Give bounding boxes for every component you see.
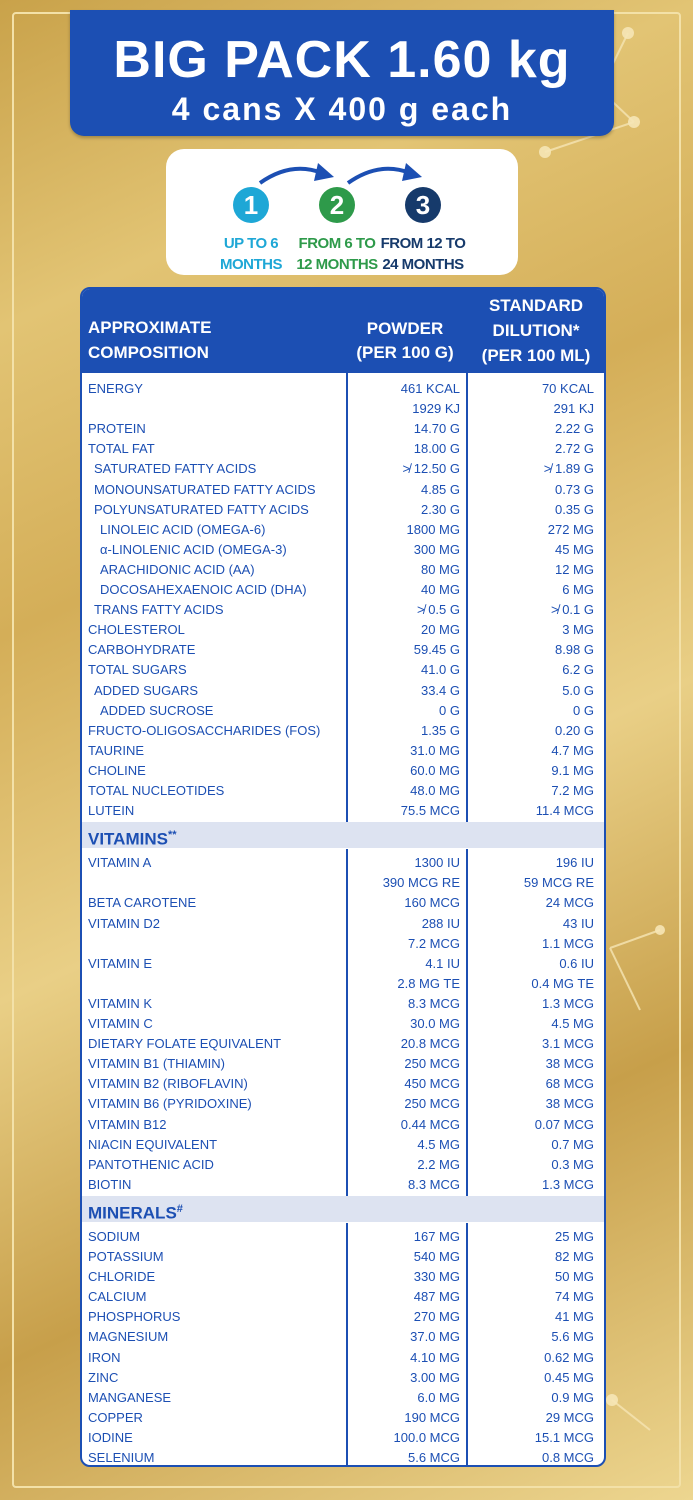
table-row (82, 1327, 604, 1347)
nutrient-name: TOTAL NUCLEOTIDES (88, 783, 225, 798)
table-row (82, 540, 604, 560)
header-composition: APPROXIMATE COMPOSITION (88, 318, 212, 362)
dilution-value: 3 MG (562, 622, 594, 638)
nutrient-name: SODIUM (88, 1228, 140, 1244)
nutrient-name: VITAMIN B12 (88, 1116, 167, 1132)
dilution-value: 12 MG (554, 561, 594, 577)
table-row (82, 1074, 604, 1094)
dilution-value: 45 MG (554, 541, 594, 557)
header-powder: POWDER (PER 100 G) (356, 319, 454, 362)
dilution-value: 38 MCG (545, 1056, 594, 1072)
powder-value: 487 MG (413, 1289, 460, 1305)
table-row (82, 873, 604, 893)
table-row (82, 1388, 604, 1408)
powder-value: 14.70 G (413, 421, 460, 437)
table-row (82, 1247, 604, 1267)
table-row (82, 660, 604, 680)
dilution-value: 291 KJ (553, 401, 594, 417)
table-header (82, 289, 606, 373)
table-row (82, 914, 604, 934)
powder-value: 40 MG (420, 582, 460, 597)
column-divider (346, 849, 348, 1196)
powder-value: 31.0 MG (410, 742, 460, 758)
dilution-value: 15.1 MCG (534, 1429, 594, 1445)
powder-value: 300 MG (413, 541, 460, 557)
powder-value: 5.6 MCG (407, 1450, 460, 1465)
dilution-value: 5.6 MG (551, 1329, 594, 1345)
powder-value: 1800 MG (406, 521, 460, 537)
nutrient-name: BETA CAROTENE (88, 895, 197, 911)
dilution-value: 0.62 MG (544, 1349, 594, 1365)
nutrient-name: PANTOTHENIC ACID (88, 1156, 214, 1172)
dilution-value: 0.20 G (554, 722, 594, 738)
arrow-right-icon (344, 159, 424, 189)
powder-value: 4.1 IU (425, 955, 460, 971)
table-row (82, 1307, 604, 1327)
dilution-value: 0.7 MG (551, 1136, 594, 1152)
dilution-value: 2.72 G (554, 441, 594, 457)
table-row (82, 1094, 604, 1114)
dilution-value: 29 MCG (545, 1409, 594, 1425)
table-row (82, 500, 604, 520)
column-divider (346, 373, 348, 822)
nutrient-name: LINOLEIC ACID (OMEGA-6) (100, 521, 266, 537)
nutrient-name: VITAMIN A (88, 855, 152, 871)
dilution-value: 0.07 MCG (534, 1116, 594, 1132)
dilution-value: 1.3 MCG (541, 995, 594, 1011)
stage-label: FROM 6 TO (298, 235, 376, 252)
table-row (82, 439, 604, 459)
column-divider (466, 373, 468, 822)
nutrient-name: VITAMIN B1 (THIAMIN) (88, 1056, 225, 1072)
table-row (82, 1408, 604, 1428)
table-row (82, 600, 604, 620)
nutrient-name: VITAMIN C (88, 1016, 153, 1031)
table-row (82, 741, 604, 761)
nutrient-name: IRON (88, 1349, 121, 1365)
table-row (82, 379, 604, 399)
powder-value: 60.0 MG (410, 762, 460, 778)
table-row (82, 701, 604, 721)
dilution-value: 6 MG (562, 582, 594, 597)
dilution-value: 0.45 MG (544, 1369, 594, 1385)
dilution-value: 7.2 MG (551, 783, 594, 798)
dilution-value: 1.3 MCG (541, 1176, 594, 1192)
stage-label: MONTHS (220, 256, 282, 273)
dilution-value: 59 MCG RE (523, 875, 594, 891)
dilution-value: 0 G (573, 702, 594, 718)
table-row (82, 1368, 604, 1388)
dilution-value: 50 MG (554, 1269, 594, 1285)
arrow-right-icon (256, 159, 336, 189)
dilution-value: 38 MCG (545, 1096, 594, 1112)
table-row (82, 853, 604, 873)
dilution-value: 1.1 MCG (541, 935, 594, 951)
powder-value: 20.8 MCG (400, 1036, 460, 1052)
powder-value: 33.4 G (420, 682, 460, 698)
column-divider (346, 1223, 348, 1465)
table-row (82, 1115, 604, 1135)
dilution-value: 43 IU (562, 915, 594, 931)
stage-label: UP TO 6 (223, 235, 279, 252)
nutrient-name: VITAMIN B2 (RIBOFLAVIN) (88, 1076, 248, 1092)
nutrient-name: SELENIUM (88, 1450, 155, 1465)
nutrient-name: LUTEIN (88, 803, 135, 819)
dilution-value: ≯ 0.1 G (551, 602, 594, 618)
nutrient-name: VITAMIN E (88, 955, 153, 971)
nutrient-name: NIACIN EQUIVALENT (88, 1136, 218, 1152)
powder-value: 30.0 MG (410, 1016, 460, 1031)
dilution-value: 0.4 MG TE (531, 975, 594, 991)
nutrient-name: PHOSPHORUS (88, 1309, 181, 1325)
powder-value: 4.10 MG (410, 1349, 460, 1365)
powder-value: 0 G (439, 702, 460, 718)
powder-value: 461 KCAL (400, 381, 460, 396)
stage-label: 24 MONTHS (382, 256, 464, 273)
dilution-value: 8.98 G (554, 642, 594, 658)
dilution-value: 272 MG (547, 521, 594, 537)
pack-size-banner (70, 10, 614, 136)
stage-number-badge: 2 (319, 187, 355, 223)
nutrient-name: TRANS FATTY ACIDS (94, 602, 224, 618)
table-row (82, 721, 604, 741)
nutrient-name: VITAMIN K (88, 995, 153, 1011)
header-dilution: STANDARD DILUTION* (PER 100 ML) (481, 296, 591, 365)
powder-value: 450 MCG (404, 1076, 460, 1092)
nutrient-name: ENERGY (88, 381, 143, 396)
nutrient-name: ARACHIDONIC ACID (AA) (100, 561, 255, 577)
table-row (82, 520, 604, 540)
table-row (82, 893, 604, 913)
powder-value: 59.45 G (413, 642, 460, 658)
nutrient-name: TOTAL SUGARS (88, 662, 187, 678)
dilution-value: 0.35 G (554, 501, 594, 517)
stage-label: FROM 12 TO (380, 235, 466, 252)
nutrient-name: IODINE (88, 1429, 133, 1445)
powder-value: 20 MG (420, 622, 460, 638)
powder-value: 8.3 MCG (407, 1176, 460, 1192)
nutrient-name: ADDED SUCROSE (100, 702, 214, 718)
table-row (82, 1135, 604, 1155)
table-row (82, 801, 604, 821)
powder-value: ≯ 12.50 G (402, 461, 460, 477)
column-divider (466, 849, 468, 1196)
table-row (82, 459, 604, 479)
powder-value: 3.00 MG (410, 1369, 460, 1385)
dilution-value: 82 MG (554, 1249, 594, 1264)
nutrient-name: DOCOSAHEXAENOIC ACID (DHA) (100, 582, 307, 597)
table-row (82, 419, 604, 439)
banner-subtitle: 4 cans X 400 g each (171, 91, 513, 127)
nutrient-name: COPPER (88, 1409, 143, 1425)
dilution-value: 0.8 MCG (541, 1450, 594, 1465)
table-row (82, 681, 604, 701)
powder-value: 330 MG (413, 1269, 460, 1285)
dilution-value: 25 MG (554, 1228, 594, 1244)
dilution-value: 24 MCG (545, 895, 594, 911)
nutrient-name: CALCIUM (88, 1289, 147, 1305)
table-row (82, 560, 604, 580)
powder-value: 0.44 MCG (400, 1116, 460, 1132)
powder-value: 1300 IU (414, 855, 460, 871)
dilution-value: 196 IU (555, 855, 594, 871)
section-header: VITAMINS** (82, 822, 604, 848)
powder-value: 190 MCG (404, 1409, 460, 1425)
table-row (82, 934, 604, 954)
nutrient-name: MONOUNSATURATED FATTY ACIDS (94, 481, 316, 497)
nutrient-name: PROTEIN (88, 421, 146, 437)
powder-value: 250 MCG (404, 1056, 460, 1072)
powder-value: 18.00 G (413, 441, 460, 457)
powder-value: 75.5 MCG (400, 803, 460, 819)
table-row (82, 761, 604, 781)
table-row (82, 994, 604, 1014)
powder-value: 167 MG (413, 1228, 460, 1244)
powder-value: 288 IU (421, 915, 460, 931)
powder-value: 6.0 MG (417, 1389, 460, 1405)
table-row (82, 1155, 604, 1175)
nutrient-name: CHOLINE (88, 762, 146, 778)
powder-value: 41.0 G (420, 662, 460, 678)
dilution-value: 2.22 G (554, 421, 594, 437)
powder-value: 100.0 MCG (393, 1429, 460, 1445)
nutrient-name: ZINC (88, 1369, 119, 1385)
nutrient-name: CHOLESTEROL (88, 622, 185, 638)
nutrient-name: POTASSIUM (88, 1249, 164, 1264)
nutrient-name: VITAMIN D2 (88, 915, 160, 931)
nutrient-name: CARBOHYDRATE (88, 642, 196, 658)
nutrient-name: TAURINE (88, 742, 145, 758)
nutrient-name: VITAMIN B6 (PYRIDOXINE) (88, 1096, 252, 1112)
table-row (82, 1034, 604, 1054)
powder-value: ≯ 0.5 G (417, 602, 460, 618)
powder-value: 250 MCG (404, 1096, 460, 1112)
stage-number-badge: 3 (405, 187, 441, 223)
table-row (82, 1267, 604, 1287)
table-row (82, 1054, 604, 1074)
powder-value: 1.35 G (420, 722, 460, 738)
table-row (82, 1227, 604, 1247)
nutrient-name: POLYUNSATURATED FATTY ACIDS (94, 501, 309, 517)
table-row (82, 1287, 604, 1307)
dilution-value: 0.6 IU (559, 955, 594, 971)
powder-value: 2.8 MG TE (397, 975, 460, 991)
table-row (82, 620, 604, 640)
nutrient-name: α-LINOLENIC ACID (OMEGA-3) (100, 541, 287, 557)
stage-label: 12 MONTHS (296, 256, 378, 273)
powder-value: 4.5 MG (417, 1136, 460, 1152)
stage-3 (368, 187, 478, 275)
powder-value: 2.2 MG (417, 1156, 460, 1172)
powder-value: 2.30 G (420, 501, 460, 517)
powder-value: 48.0 MG (410, 783, 460, 798)
table-row (82, 399, 604, 419)
column-divider (466, 1223, 468, 1465)
stage-number-badge: 1 (233, 187, 269, 223)
dilution-value: 74 MG (554, 1289, 594, 1305)
table-row (82, 781, 604, 801)
table-row (82, 974, 604, 994)
nutrient-name: FRUCTO-OLIGOSACCHARIDES (FOS) (88, 722, 321, 738)
nutrient-name: SATURATED FATTY ACIDS (94, 461, 257, 477)
powder-value: 1929 KJ (412, 401, 460, 417)
table-row (82, 1428, 604, 1448)
age-stages-panel (166, 149, 518, 275)
dilution-value: 5.0 G (562, 682, 594, 698)
dilution-value: 6.2 G (562, 662, 594, 678)
dilution-value: 0.73 G (554, 481, 594, 497)
table-row (82, 480, 604, 500)
dilution-value: 9.1 MG (551, 762, 594, 778)
table-row (82, 1348, 604, 1368)
dilution-value: 4.7 MG (551, 742, 594, 758)
powder-value: 540 MG (413, 1249, 460, 1264)
powder-value: 80 MG (420, 561, 460, 577)
table-row (82, 1448, 604, 1467)
nutrient-name: TOTAL FAT (88, 441, 155, 457)
table-row (82, 1175, 604, 1195)
table-row (82, 640, 604, 660)
nutrient-name: MAGNESIUM (88, 1329, 169, 1345)
powder-value: 390 MCG RE (382, 875, 460, 891)
dilution-value: 3.1 MCG (541, 1036, 594, 1052)
dilution-value: ≯ 1.89 G (543, 461, 594, 477)
dilution-value: 11.4 MCG (535, 803, 594, 819)
nutrient-name: DIETARY FOLATE EQUIVALENT (88, 1036, 282, 1052)
table-row (82, 580, 604, 600)
powder-value: 4.85 G (420, 481, 460, 497)
dilution-value: 4.5 MG (551, 1016, 594, 1031)
banner-title: BIG PACK 1.60 kg (113, 31, 571, 89)
dilution-value: 0.3 MG (551, 1156, 594, 1172)
powder-value: 8.3 MCG (407, 995, 460, 1011)
powder-value: 7.2 MCG (407, 935, 460, 951)
powder-value: 270 MG (413, 1309, 460, 1325)
powder-value: 160 MCG (404, 895, 460, 911)
nutrient-name: CHLORIDE (88, 1269, 156, 1285)
dilution-value: 0.9 MG (551, 1389, 594, 1405)
section-header: MINERALS# (82, 1196, 604, 1222)
table-row (82, 1014, 604, 1034)
powder-value: 37.0 MG (410, 1329, 460, 1345)
nutrition-table (80, 287, 606, 1467)
dilution-value: 68 MCG (545, 1076, 594, 1092)
table-row (82, 954, 604, 974)
nutrient-name: MANGANESE (88, 1389, 172, 1405)
dilution-value: 41 MG (554, 1309, 594, 1325)
nutrient-name: BIOTIN (88, 1176, 132, 1192)
nutrient-name: ADDED SUGARS (94, 682, 199, 698)
dilution-value: 70 KCAL (541, 381, 594, 396)
